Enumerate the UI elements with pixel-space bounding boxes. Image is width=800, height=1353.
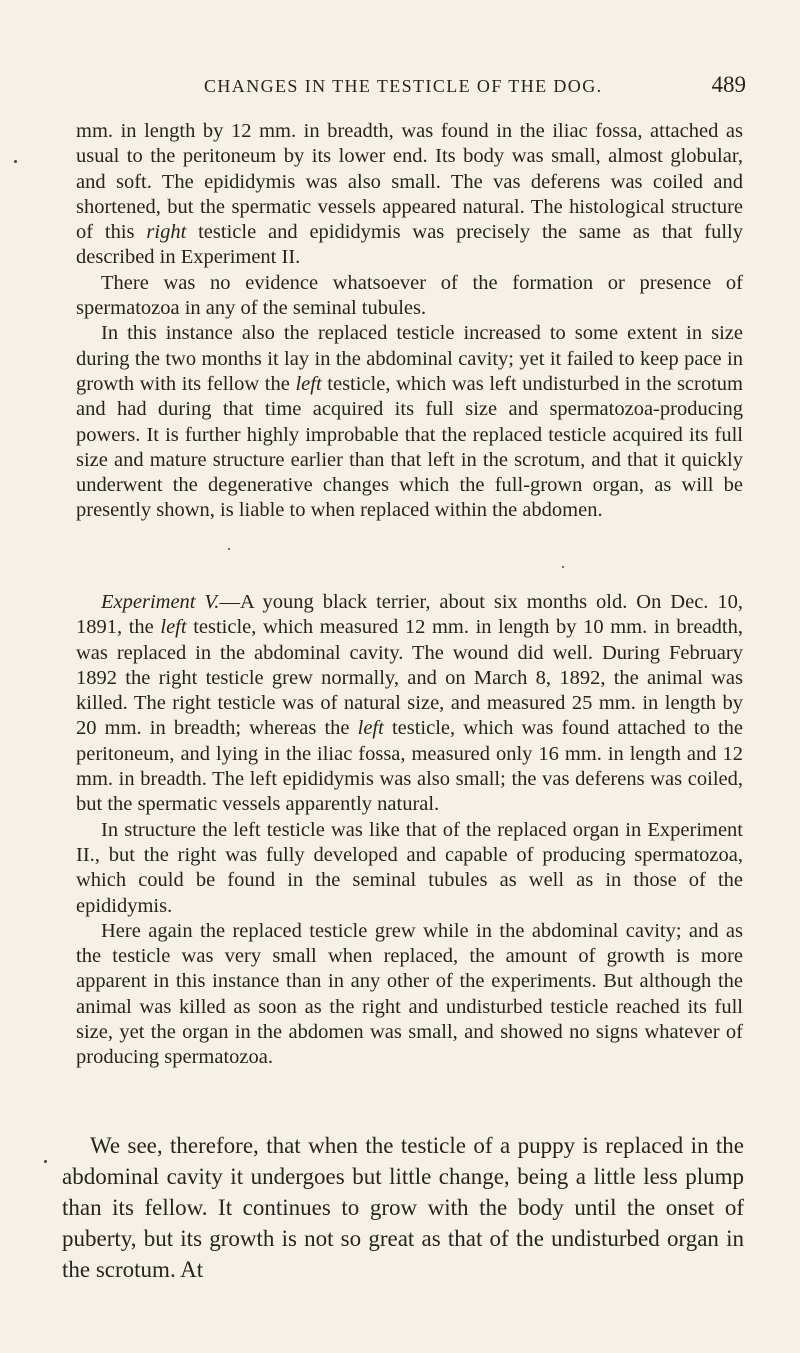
paper-speck xyxy=(228,548,230,550)
paragraph-conclusion: We see, therefore, that when the testicle of a puppy is replaced in the abdominal cavity it undergoes but little change, being a little less plump than its fellow. It continues to grow with the body until the onset of puberty, but its growth is not so great as that of the undisturbed organ in the scrotum. At xyxy=(62,1133,744,1282)
paragraph-text: mm. in length by 12 mm. in breadth, was found in the iliac fossa, attached as usual to the peritoneum by its lower end. Its body was small, almost globular, and soft. The epididymis was also small. The vas deferens was coiled and shortened, but the spermatic vessels appeared natural. The histological structure of this xyxy=(76,120,743,244)
paper-speck xyxy=(14,160,17,163)
running-title: CHANGES IN THE TESTICLE OF THE DOG. xyxy=(204,76,603,96)
paragraph-growth-comparison xyxy=(76,321,743,523)
italic-term: left xyxy=(357,717,384,740)
paper-speck xyxy=(562,566,564,568)
paragraph-text: —A young black terrier, about six months old. On Dec. 10, 1891, the xyxy=(76,591,743,639)
paragraph-text: In this instance also the replaced testicle increased to some extent in size during the two months it lay in the abdominal cavity; yet it failed to keep pace in growth with its fellow the xyxy=(76,322,743,395)
paragraph-structure: In structure the left testicle was like that of the replaced organ in Experiment II., but the right was fully developed and capable of producing spermatozoa, which could be found in the seminal tubules as well as in those of the epididymis. xyxy=(76,818,743,917)
italic-term: left xyxy=(295,372,322,395)
paragraph-no-spermatozoa: There was no evidence whatsoever of the formation or presence of spermatozoa in any of the seminal tubules. xyxy=(76,271,743,320)
paragraph-text: testicle, which was found attached to the peritoneum, and lying in the iliac fossa, measured only 16 mm. in length and 12 mm. in breadth. The left epididymis was also small; the vas deferens was coiled, but the spermatic vessels apparently natural. xyxy=(76,717,744,816)
paper-speck xyxy=(44,1160,47,1163)
paragraph-continuation xyxy=(76,119,743,271)
paragraph-growth: Here again the replaced testicle grew while in the abdominal cavity; and as the testicle was very small when replaced, the amount of growth is more apparent in this instance than in any other of the experiments. But although the animal was killed as soon as the right and undisturbed testicle reached its full size, yet the organ in the abdomen was small, and showed no signs whatever of producing spermatozoa. xyxy=(76,919,743,1069)
page-header xyxy=(76,74,746,102)
section-conclusion xyxy=(62,1130,744,1285)
italic-term: left xyxy=(160,616,187,639)
italic-term: right xyxy=(146,221,187,244)
paragraph-experiment-v xyxy=(76,590,743,818)
experiment-label: Experiment V. xyxy=(101,591,220,613)
section-experiment-v xyxy=(76,590,743,1071)
paragraph-text: testicle and epididymis was precisely the same as that fully described in Experiment II. xyxy=(76,221,744,269)
section-continuation xyxy=(76,119,743,524)
paragraph-text: testicle, which was left undisturbed in the scrotum and had during that time acquired its full size and spermatozoa-producing powers. It is further highly improbable that the replaced testicle acquired its full size and mature structure earlier than that left in the scrotum, and that it quickly underwent the degenerative changes which the full-grown organ, as will be presently shown, is liable to when replaced within the abdomen. xyxy=(76,372,744,522)
paragraph-text: testicle, which measured 12 mm. in length by 10 mm. in breadth, was replaced in the abdominal cavity. The wound did well. During February 1892 the right testicle grew normally, and on March 8, 1892, the animal was killed. The right testicle was of natural size, and measured 25 mm. in length by 20 mm. in breadth; whereas the xyxy=(76,616,743,740)
page-number: 489 xyxy=(711,72,746,97)
